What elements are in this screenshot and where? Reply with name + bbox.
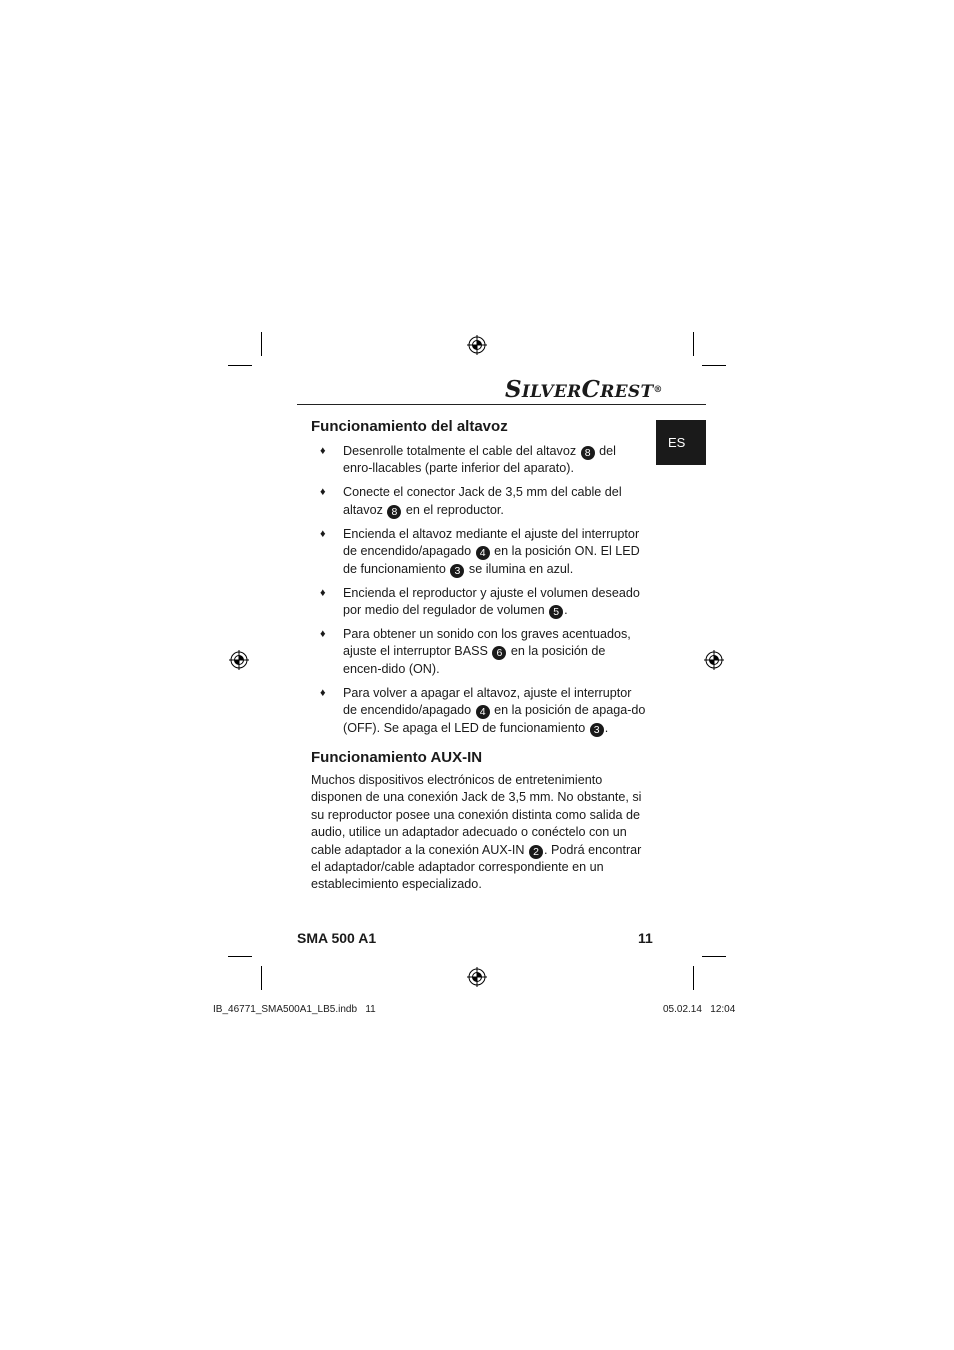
list-item-text: . bbox=[564, 603, 568, 618]
callout-number: 3 bbox=[450, 564, 464, 578]
bullet-diamond-icon: ♦ bbox=[320, 527, 326, 540]
list-item-text: se ilumina en azul. bbox=[465, 561, 574, 576]
crop-mark-top-left-horizontal bbox=[228, 365, 252, 366]
list-item-text: en la posición ON. El LED de funcionamiento bbox=[343, 544, 640, 576]
crop-mark-top-right-vertical bbox=[693, 332, 694, 356]
header-rule bbox=[297, 404, 706, 405]
list-item-text: del enro-llacables (parte inferior del aparato). bbox=[343, 444, 616, 476]
list-item bbox=[311, 484, 647, 519]
registration-mark-icon bbox=[467, 335, 487, 355]
language-tab-label: ES bbox=[668, 435, 686, 450]
callout-number: 4 bbox=[476, 705, 490, 719]
bullet-diamond-icon: ♦ bbox=[320, 486, 326, 499]
aux-in-paragraph bbox=[311, 772, 647, 894]
crop-mark-bottom-left-vertical bbox=[261, 966, 262, 990]
language-tab bbox=[656, 420, 706, 465]
bullet-diamond-icon: ♦ bbox=[320, 445, 326, 457]
list-item-text: en la posición de encen-dido (ON). bbox=[343, 644, 606, 676]
print-slug-file: IB_46771_SMA500A1_LB5.indb 11 bbox=[213, 1004, 376, 1015]
crop-mark-top-right-horizontal bbox=[702, 365, 726, 366]
callout-number: 2 bbox=[529, 845, 543, 859]
crop-mark-bottom-right-horizontal bbox=[702, 956, 726, 957]
callout-number: 4 bbox=[476, 546, 490, 560]
list-item bbox=[311, 526, 647, 578]
crop-mark-bottom-left-horizontal bbox=[228, 956, 252, 957]
list-item-text: Desenrolle totalmente el cable del altavoz bbox=[343, 444, 580, 458]
section-title-altavoz: Funcionamiento del altavoz bbox=[311, 418, 508, 435]
crop-mark-bottom-right-vertical bbox=[693, 966, 694, 990]
callout-number: 5 bbox=[549, 605, 563, 619]
callout-number: 8 bbox=[387, 505, 401, 519]
callout-number: 6 bbox=[492, 646, 506, 660]
model-number: SMA 500 A1 bbox=[297, 930, 377, 946]
list-item-text: en el reproductor. bbox=[402, 502, 504, 517]
page-number: 11 bbox=[638, 930, 653, 946]
list-item-text: . bbox=[604, 720, 609, 735]
list-item-text: en la posición de apaga-do (OFF). Se apaga el LED de funcionamiento bbox=[343, 703, 646, 735]
list-item bbox=[311, 626, 647, 678]
list-item-text: Encienda el reproductor y ajuste el volumen deseado por medio del regulador de volumen bbox=[343, 585, 640, 618]
list-item bbox=[311, 443, 647, 478]
registration-mark-icon bbox=[704, 650, 724, 670]
bullet-diamond-icon: ♦ bbox=[320, 586, 326, 599]
registration-mark-icon bbox=[467, 967, 487, 987]
list-item-text: Conecte el conector Jack de 3,5 mm del cable del altavoz bbox=[343, 485, 622, 517]
list-item-text: Para volver a apagar el altavoz, ajuste el interruptor de encendido/apagado bbox=[343, 685, 632, 718]
instruction-list bbox=[311, 443, 647, 744]
silvercrest-logo: SILVERCREST® bbox=[505, 376, 663, 403]
bullet-diamond-icon: ♦ bbox=[320, 628, 326, 641]
callout-number: 8 bbox=[581, 446, 595, 460]
callout-number: 3 bbox=[590, 723, 604, 737]
registration-mark-icon bbox=[229, 650, 249, 670]
paragraph-text: Muchos dispositivos electrónicos de entretenimiento disponen de una conexión Jack de 3,5 mm. No obstante, si su reproductor posee una conexión distinta como salida de audio, utilice un adaptador adecuado o conéctelo con un cable adaptador a la conexión AUX-IN bbox=[311, 773, 642, 857]
list-item bbox=[311, 585, 647, 620]
bullet-diamond-icon: ♦ bbox=[320, 686, 326, 699]
list-item-text: Para obtener un sonido con los graves acentuados, ajuste el interruptor BASS bbox=[343, 627, 631, 659]
print-slug-date: 05.02.14 12:04 bbox=[663, 1004, 736, 1015]
section-title-aux-in: Funcionamiento AUX-IN bbox=[311, 749, 483, 766]
list-item-text: Encienda el altavoz mediante el ajuste del interruptor de encendido/apagado bbox=[343, 526, 640, 559]
paragraph-text: . Podrá encontrar el adaptador/cable adaptador correspondiente en un establecimiento especializado. bbox=[311, 842, 642, 892]
crop-mark-top-left-vertical bbox=[261, 332, 262, 356]
list-item bbox=[311, 685, 647, 737]
